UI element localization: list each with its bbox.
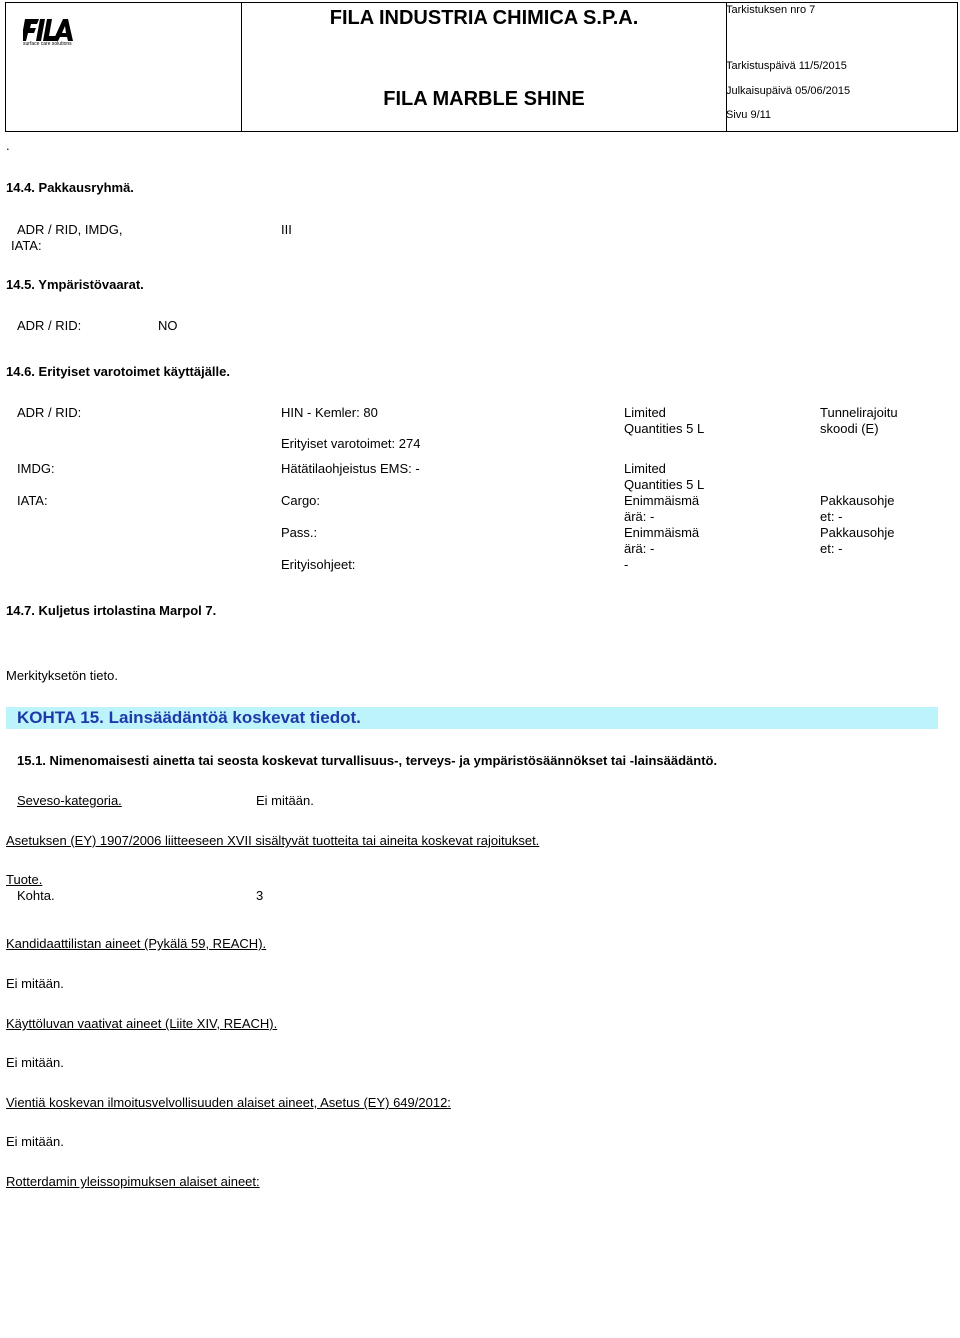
imdg-label: IMDG:: [17, 461, 55, 476]
imdg-limited-1: Limited: [624, 461, 666, 476]
iata-pass: Pass.:: [281, 525, 318, 540]
adr-tunnel-1: Tunnelirajoitu: [820, 405, 898, 420]
label-adr-rid-imdg: ADR / RID, IMDG,: [17, 222, 123, 237]
heading-14-6: 14.6. Erityiset varotoimet käyttäjälle.: [6, 364, 230, 379]
seveso-label: Seveso-kategoria.: [17, 793, 122, 808]
reach-xvii-heading: Asetuksen (EY) 1907/2006 liitteeseen XVII sisältyvät tuotteita tai aineita koskevat rajoitukset.: [6, 833, 540, 848]
seveso-value: Ei mitään.: [256, 793, 314, 808]
packing-group-value: III: [281, 222, 292, 237]
iata-pass-max-2: ärä: -: [624, 541, 655, 556]
iata-cargo: Cargo:: [281, 493, 321, 508]
authorisation-value: Ei mitään.: [6, 1055, 64, 1070]
revision-number: Tarkistuksen nro 7: [726, 4, 816, 16]
label-iata: IATA:: [11, 238, 42, 253]
publish-date: Julkaisupäivä 05/06/2015: [726, 85, 851, 97]
adr-hin: HIN - Kemler: 80: [281, 405, 378, 420]
product-label: Tuote.: [6, 872, 43, 887]
section-15-band: [6, 707, 938, 729]
iata-special-value: -: [624, 557, 629, 572]
iata-pass-pack-1: Pakkausohje: [820, 525, 895, 540]
adr-special-provisions: Erityiset varotoimet: 274: [281, 436, 421, 451]
company-name: FILA INDUSTRIA CHIMICA S.P.A.: [329, 7, 639, 29]
logo-cell: [6, 3, 242, 131]
kohta-label: Kohta.: [17, 888, 55, 903]
kohta-value: 3: [256, 888, 264, 903]
environmental-hazard-value: NO: [158, 318, 178, 333]
title-cell: [242, 3, 727, 131]
iata-pass-max-1: Enimmäismä: [624, 525, 700, 540]
iata-cargo-max-1: Enimmäismä: [624, 493, 700, 508]
rotterdam-heading: Rotterdamin yleissopimuksen alaiset aineet:: [6, 1174, 260, 1189]
adr-limited-2: Quantities 5 L: [624, 421, 705, 436]
adr-tunnel-2: skoodi (E): [820, 421, 879, 436]
adr-limited-1: Limited: [624, 405, 666, 420]
page-number: Sivu 9/11: [726, 109, 772, 121]
iata-special-instructions: Erityisohjeet:: [281, 557, 356, 572]
revision-date: Tarkistuspäivä 11/5/2015: [726, 60, 847, 72]
imdg-ems: Hätätilaohjeistus EMS: -: [281, 461, 420, 476]
heading-14-7: 14.7. Kuljetus irtolastina Marpol 7.: [6, 603, 217, 618]
heading-14-5: 14.5. Ympäristövaarat.: [6, 277, 144, 292]
export-value: Ei mitään.: [6, 1134, 64, 1149]
iata-cargo-pack-1: Pakkausohje: [820, 493, 895, 508]
adr-label: ADR / RID:: [17, 405, 82, 420]
authorisation-heading: Käyttöluvan vaativat aineet (Liite XIV, REACH).: [6, 1016, 278, 1031]
marpol-text: Merkityksetön tieto.: [6, 668, 118, 683]
candidate-list-heading: Kandidaattilistan aineet (Pykälä 59, REACH).: [6, 936, 267, 951]
export-heading: Vientiä koskevan ilmoitusvelvollisuuden alaiset aineet, Asetus (EY) 649/2012:: [6, 1095, 451, 1110]
label-adr-rid: ADR / RID:: [17, 318, 82, 333]
iata-pass-pack-2: et: -: [820, 541, 843, 556]
candidate-list-value: Ei mitään.: [6, 976, 64, 991]
iata-cargo-pack-2: et: -: [820, 509, 843, 524]
imdg-limited-2: Quantities 5 L: [624, 477, 705, 492]
heading-14-4: 14.4. Pakkausryhmä.: [6, 180, 134, 195]
logo-tagline: surface care solutions: [23, 41, 72, 47]
heading-15-1: 15.1. Nimenomaisesti ainetta tai seosta koskevat turvallisuus-, terveys- ja ympäristösäännökset tai -lainsäädäntö.: [17, 753, 718, 768]
iata-cargo-max-2: ärä: -: [624, 509, 655, 524]
iata-label: IATA:: [17, 493, 48, 508]
stray-dot: .: [6, 138, 10, 153]
section-15-title: KOHTA 15. Lainsäädäntöä koskevat tiedot.: [17, 708, 361, 727]
product-name: FILA MARBLE SHINE: [383, 88, 585, 110]
